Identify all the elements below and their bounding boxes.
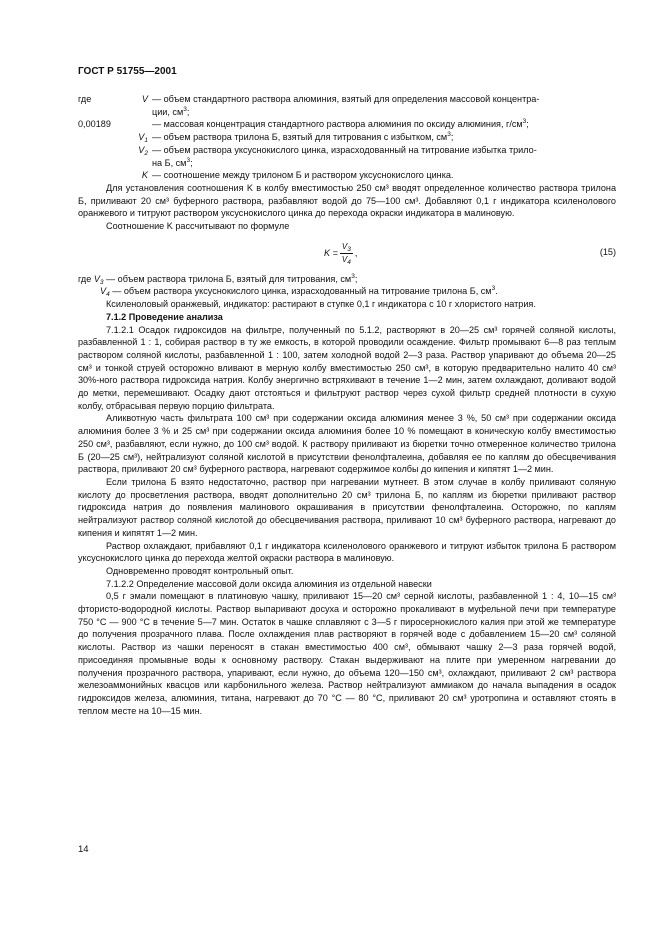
formula-15 bbox=[78, 233, 616, 273]
paragraph-titration: Раствор охлаждают, прибавляют 0,1 г индикатора ксиленолового оранжевого и титруют избыток трилона Б раствором уксуснокислого цинка до перехода желтой окраски раствора в малиновую. bbox=[78, 540, 616, 564]
definition-text: — массовая концентрация стандартного раствора алюминия по оксиду алюминия, г/см bbox=[152, 119, 523, 130]
formula-number: (15) bbox=[599, 246, 616, 257]
definition-symbol: $V_1$ bbox=[138, 132, 148, 145]
document-header: ГОСТ Р 51755—2001 bbox=[78, 66, 177, 77]
definition-lead: 0,00189 bbox=[78, 119, 111, 130]
definition-text: — соотношение между трилоном Б и раствором уксуснокислого цинка. bbox=[152, 170, 454, 181]
definition-text: — объем раствора уксуснокислого цинка, израсходованный на титрование трилона Б, см bbox=[112, 286, 492, 297]
paragraph-separate-sample: 0,5 г эмали помещают в платиновую чашку, приливают 15—20 см³ серной кислоты, разбавленной 1 : 4, 10—15 см³ фтористо-водородной кислоты. Раствор выпаривают досуха и осторожно прокаливают в муфельной печи при температуре 750 °C — 900 °C в течение 5—7 мин. Остаток в чашке сплавляют с 3—5 г пиросернокислого калия при этой же температуре до получения прозрачного плава. После охлаждения плав растворяют в горячей воде с добавлением 15—20 см³ соляной кислоты. Раствор из чашки переносят в стакан вместимостью 400 см³, обмывают чашку 2—3 раза горячей водой, присоединяя промывные воды к основному раствору. Стакан выдерживают на плите при умеренном нагревании до получения прозрачного раствора, упаривают, если нужно, до объема 120—150 см³, охлаждают, приливают 2 см³ раствора железоаммонийных квасцов или карбонильного железа. Раствор нейтрализуют аммиаком до начала выпадения в осадок гидроксидов железа, алюминия, титана, нагревают до 70 °C — 80 °C, приливают 20 см³ уротропина и оставляют стоять в теплом месте на 10—15 мин. bbox=[78, 591, 616, 716]
document-body bbox=[78, 93, 616, 717]
formula-denominator: $V_4$ bbox=[341, 254, 351, 266]
definition-text: ции, см bbox=[152, 106, 184, 117]
paragraph-control: Одновременно проводят контрольный опыт. bbox=[106, 565, 294, 576]
definition-lead: где bbox=[78, 94, 92, 104]
definition-row: $V_4$ — объем раствора уксуснокислого цинка, израсходованный на титрование трилона Б, $см^3$. bbox=[100, 285, 498, 299]
paragraph-insufficient-trilon: Если трилона Б взято недостаточно, раствор при нагревании мутнеет. В этом случае в колбу приливают соляную кислоту до просветления раствора, вводят дополнительно 20 см³ трилона Б, по каплям из бюретки приливают раствор гидроксида натрия до появления малинового окрашивания в присутствии фенолфталеина. Осторожно, по каплям нейтрализуют раствор соляной кислотой до обесцвечивания раствора, приливают 10 см³ буферного раствора, нагревают до кипения и кипятят 1—2 мин. bbox=[78, 476, 616, 538]
definition-text: — объем раствора трилона Б, взятый для титрования с избытком, см bbox=[152, 132, 448, 143]
variable-definitions-2 bbox=[78, 273, 616, 298]
definition-symbol: $V_4$ bbox=[100, 286, 110, 299]
definition-symbol: V bbox=[141, 94, 148, 104]
unit-superscript: 3 bbox=[447, 131, 451, 139]
definition-row: ции, $см^3$; bbox=[152, 105, 190, 117]
paragraph-indicator: Ксиленоловый оранжевый, индикатор: растирают в ступке 0,1 г индикатора с 10 г хлористого натрия. bbox=[106, 299, 536, 310]
unit-superscript: 3 bbox=[491, 285, 496, 293]
definition-lead: где bbox=[78, 273, 92, 284]
paragraph-k-setup: Для установления соотношения K в колбу вместимостью 250 см³ вводят определенное количество раствора трилона Б, приливают 20 см³ буферного раствора, разбавляют водой до 75—100 см³. Добавляют 0,1 г индикатора ксиленолового оранжевого и титруют раствором уксуснокислого цинка до перехода окраски индикатора в малиновую. bbox=[78, 182, 616, 219]
definition-text: — объем раствора уксуснокислого цинка, израсходованный на титрование избытка трило- bbox=[152, 144, 537, 155]
definition-symbol: K bbox=[141, 170, 148, 181]
definition-row: $V_1$ — объем раствора трилона Б, взятый для титрования с избытком, $см^3$; bbox=[78, 131, 616, 144]
definition-row bbox=[78, 169, 616, 182]
paragraph-aliquot: Аликвотную часть фильтрата 100 см³ при содержании оксида алюминия менее 3 %, 50 см³ при содержании оксида алюминия более 3 % и 25 см³ при содержании оксида алюминия более 10 % помещают в коническую колбу вместимостью 250 см³, разбавляют, если нужно, до 100 см³ водой. К раствору приливают из бюретки точно отмеренное количество трилона Б (20—25 см³), нейтрализуют соляной кислотой в присутствии фенолфталеина, добавляя ее по каплям до обесцвечивания раствора, приливают 20 см³ буферного раствора, нагревают содержимое колбы до кипения и кипятят 1—2 мин. bbox=[78, 413, 616, 475]
definition-row: 0,00189 — массовая концентрация стандартного раствора алюминия по оксиду алюминия, $г/см^3$; bbox=[78, 118, 529, 130]
page-number: 14 bbox=[78, 844, 89, 855]
section-heading: 7.1.2 Проведение анализа bbox=[106, 311, 223, 322]
unit-superscript: 3 bbox=[351, 272, 355, 280]
paragraph-7-1-2-1: 7.1.2.1 Осадок гидроксидов на фильтре, полученный по 5.1.2, растворяют в 20—25 см³ горячей соляной кислоты, разбавленной 1 : 1, собирая раствор в ту же емкость, в которой проводили осаждение. Фильтр промывают 6—8 раз теплым раствором соляной кислоты, разбавленной 1 : 100, затем холодной водой 2—3 раза. Раствор упаривают до объема 20—25 см³ и тонкой струей осторожно вливают в мерную колбу вместимостью 250 см³, в которую предварительно налито 40 см³ 30%-ного раствора гидроксида натрия. Колбу энергично встряхивают в течение 1—2 мин, затем охлаждают, доливают водой до метки, перемешивают. Осадку дают отстояться и фильтруют раствор через сухой фильтр средней плотности в сухую колбу, отбрасывая первую порцию фильтрата. bbox=[78, 324, 616, 411]
formula-numerator: $V_3$ bbox=[341, 241, 351, 253]
definition-row: где $V_3$ — объем раствора трилона Б, взятый для титрования, $см^3$; bbox=[78, 272, 358, 286]
formula-lhs: K = bbox=[324, 247, 338, 258]
definition-symbol: $V_2$ bbox=[138, 144, 148, 157]
formula-tail: , bbox=[354, 247, 358, 258]
definition-text: на Б, см bbox=[152, 157, 187, 168]
paragraph-formula-intro: Соотношение K рассчитывают по формуле bbox=[106, 221, 290, 232]
variable-definitions bbox=[78, 93, 616, 182]
unit-superscript: 3 bbox=[186, 156, 191, 164]
definition-text: — объем стандартного раствора алюминия, взятый для определения массовой концентра- bbox=[152, 94, 540, 104]
formula-fraction bbox=[340, 242, 353, 265]
definition-row bbox=[78, 93, 616, 106]
definition-symbol: $V_3$ bbox=[93, 273, 104, 286]
definition-row bbox=[78, 144, 616, 157]
unit-superscript: 3 bbox=[522, 118, 527, 126]
formula-expression bbox=[324, 242, 357, 265]
definition-row: на Б, $см^3$; bbox=[152, 156, 193, 168]
paragraph-7-1-2-2-title: 7.1.2.2 Определение массовой доли оксида алюминия из отдельной навески bbox=[106, 578, 432, 589]
unit-superscript: 3 bbox=[183, 105, 187, 113]
definition-text: — объем раствора трилона Б, взятый для титрования, см bbox=[106, 273, 352, 284]
